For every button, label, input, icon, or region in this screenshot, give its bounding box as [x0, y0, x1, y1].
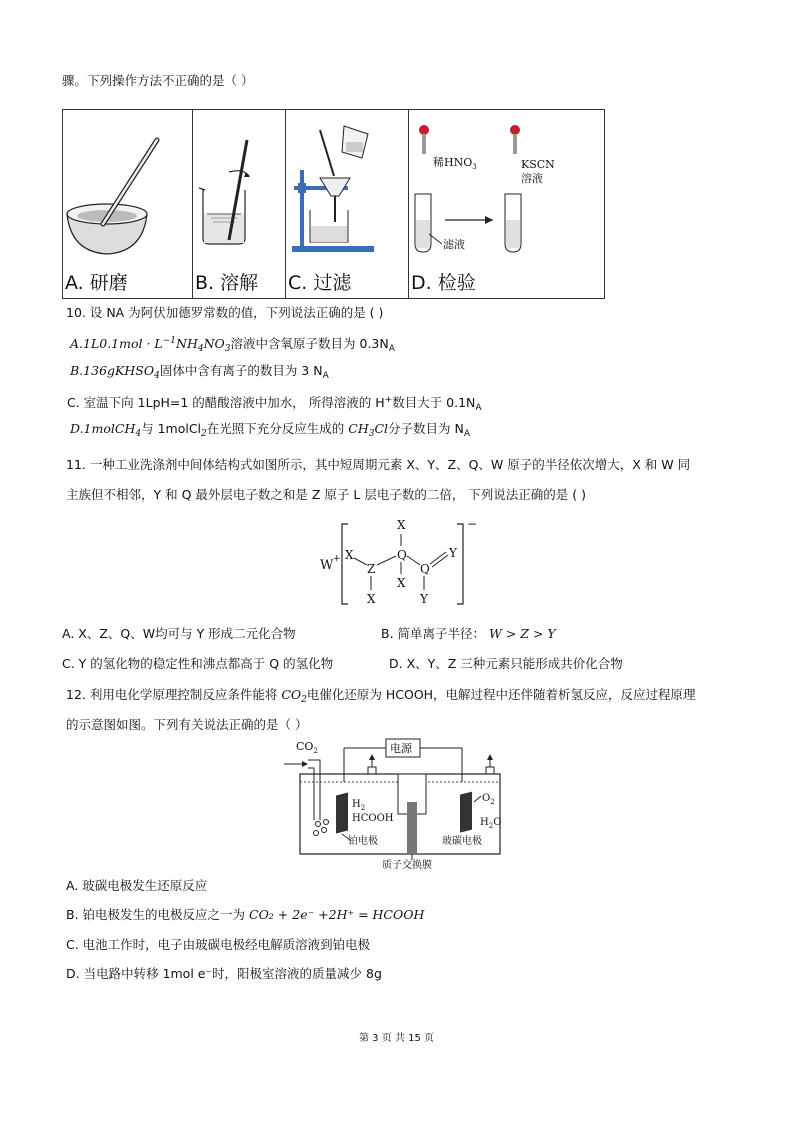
- q12-stem-line2: 的示意图如图。下列有关说法正确的是（ ）: [66, 717, 308, 732]
- caption-b: B. 溶解: [195, 272, 259, 294]
- intro-line: 骤。下列操作方法不正确的是（ ）: [62, 73, 254, 88]
- atom-w: W: [320, 558, 334, 573]
- q12-option-d: D. 当电路中转移 1mol e⁻时，阳极室溶液的质量减少 8g: [66, 966, 382, 981]
- q10-stem: 10. 设 NA 为阿伏加德罗常数的值，下列说法正确的是 ( ): [66, 305, 384, 320]
- co2-label: $CO_2$: [296, 740, 318, 755]
- reagent1-label: 稀$HNO_3$: [433, 156, 477, 171]
- atom-y-right: Y: [449, 546, 457, 560]
- power-label: 电源: [390, 742, 412, 755]
- reagent2-label-line2: 溶液: [521, 172, 543, 185]
- atom-q1: Q: [397, 548, 407, 562]
- q11-stem-line1: 11. 一种工业洗涤剂中间体结构式如图所示，其中短周期元素 X、Y、Z、Q、W 原子的半径依次增大，X 和 W 同: [66, 457, 691, 472]
- q11-option-d: D. X、Y、Z 三种元素只能形成共价化合物: [389, 656, 623, 671]
- q10-option-c: C. 室温下向 1LpH=1 的醋酸溶液中加水， 所得溶液的 H+数目大于 $0.1N_A$: [67, 395, 482, 413]
- o2-label: $O_2$: [482, 793, 495, 806]
- h2-label: $H_2$: [352, 799, 366, 812]
- filtrate-label: 滤液: [443, 238, 465, 251]
- page-footer: 第 3 页 共 15 页: [359, 1033, 434, 1044]
- atom-y-bottom: Y: [420, 592, 428, 606]
- q10-option-a: $A.1L0.1mol \cdot L^{-1}NH_4NO_3$溶液中含氧原子数目为 $0.3N_A$: [70, 336, 395, 354]
- mortar-pestle-figure: [63, 110, 192, 268]
- caption-a: A. 研磨: [65, 272, 128, 294]
- svg-text:−: −: [467, 517, 478, 531]
- q12-option-c: C. 电池工作时，电子由玻碳电极经电解质溶液到铂电极: [66, 937, 371, 952]
- cell-grinding: [63, 110, 193, 299]
- q10-option-b: B.136gKHSO$_4$固体中含有离子的数目为 3 $N_A$: [70, 363, 329, 381]
- atom-x-bottom: X: [397, 576, 406, 590]
- operations-table: [62, 109, 605, 299]
- electrolysis-diagram: [282, 736, 522, 870]
- q12-stem-line1: 12. 利用电化学原理控制反应条件能将 $CO_2$电催化还原为 HCOOH，电解过程中还伴随着析氢反应，反应过程原理: [66, 687, 696, 705]
- q11-stem-line2: 主族但不相邻，Y 和 Q 最外层电子数之和是 Z 原子 L 层电子数的二倍， 下列说法正确的是 ( ): [66, 487, 586, 502]
- membrane-label: 质子交换膜: [382, 860, 432, 870]
- q11-structure-diagram: [316, 512, 486, 612]
- h2o-label: $H_2O$: [480, 817, 502, 830]
- q11-option-c: C. Y 的氢化物的稳定性和沸点都高于 Q 的氢化物: [62, 656, 334, 671]
- cell-filtering: [286, 110, 409, 299]
- atom-x-bottom-left: X: [367, 592, 376, 606]
- atom-x-top: X: [397, 518, 406, 532]
- test-tube-figure: [409, 110, 604, 268]
- gc-electrode-label: 玻碳电极: [442, 836, 482, 847]
- reagent2-label-line1: KSCN: [521, 158, 555, 171]
- cell-testing: [409, 110, 605, 299]
- filtration-figure: [286, 110, 408, 268]
- beaker-stirring-figure: [193, 110, 285, 268]
- q12-option-b: B. 铂电极发生的电极反应之一为 CO₂ + 2e⁻ +2H⁺ = HCOOH: [66, 907, 425, 922]
- q10-option-d: D.1molCH$_4$与 1molCl$_2$在光照下充分反应生成的 $CH_3Cl$分子数目为 $N_A$: [70, 421, 471, 439]
- cell-dissolving: [193, 110, 286, 299]
- svg-text:+: +: [333, 554, 341, 564]
- q12-option-a: A. 玻碳电极发生还原反应: [66, 878, 208, 893]
- q11-option-a: A. X、Z、Q、W均可与 Y 形成二元化合物: [62, 626, 296, 641]
- atom-q2: Q: [420, 562, 430, 576]
- q11-option-b: B. 简单离子半径： W > Z > Y: [381, 626, 556, 641]
- caption-d: D. 检验: [411, 272, 476, 294]
- caption-c: C. 过滤: [288, 272, 352, 294]
- atom-z: Z: [367, 562, 376, 576]
- pt-electrode-label: 铂电极: [348, 836, 378, 847]
- hcooh-label: HCOOH: [352, 813, 394, 824]
- atom-x-left: X: [345, 548, 354, 562]
